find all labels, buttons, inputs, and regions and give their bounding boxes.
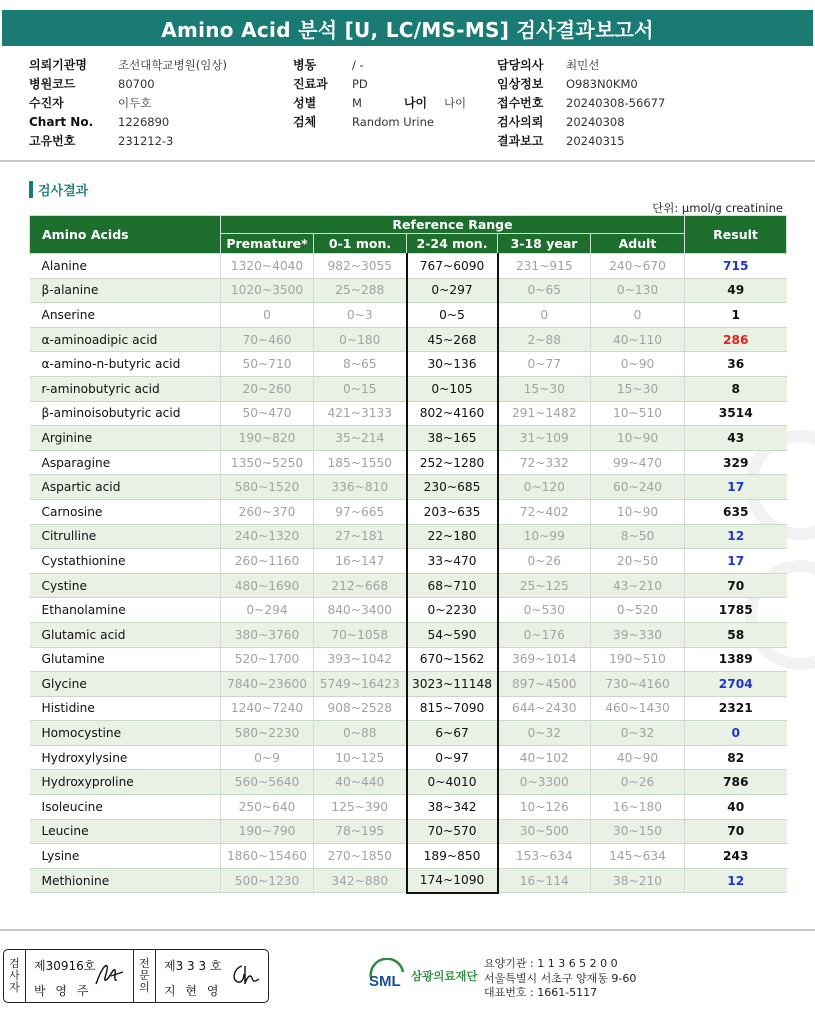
reference-range-cell: 0~15 (314, 376, 407, 401)
result-cell: 17 (685, 549, 787, 574)
info-label: 진료과 (293, 77, 328, 91)
sml-logo (367, 958, 478, 994)
reference-range-cell: 70~1058 (314, 622, 407, 647)
reference-range-cell: 0~65 (498, 278, 591, 303)
reference-range-cell: 10~90 (591, 426, 685, 451)
amino-acid-name: α-amino-n-butyric acid (30, 352, 221, 377)
reference-range-cell: 33~470 (407, 549, 498, 574)
inspector-name: 박 영 주 (34, 984, 92, 998)
result-cell: 715 (685, 254, 787, 279)
section-heading (29, 180, 88, 199)
table-row (30, 622, 787, 647)
amino-acid-name: Alanine (30, 254, 221, 279)
result-cell: 2321 (685, 696, 787, 721)
reference-range-cell: 40~90 (591, 745, 685, 770)
reference-range-cell: 0 (221, 303, 314, 328)
contact-line: 대표번호 : 1661-5117 (484, 986, 598, 999)
table-row (30, 745, 787, 770)
reference-range-cell: 43~210 (591, 573, 685, 598)
info-value: Random Urine (352, 114, 434, 129)
reference-range-cell: 22~180 (407, 524, 498, 549)
reference-range-cell: 560~5640 (221, 770, 314, 795)
reference-range-cell: 2~88 (498, 327, 591, 352)
reference-range-cell: 0~294 (221, 598, 314, 623)
result-cell: 1 (685, 303, 787, 328)
amino-acid-name: Lysine (30, 844, 221, 869)
amino-acid-name: Ethanolamine (30, 598, 221, 623)
amino-acid-name: Isoleucine (30, 795, 221, 820)
table-row (30, 770, 787, 795)
result-cell: 2704 (685, 672, 787, 697)
reference-range-cell: 1320~4040 (221, 254, 314, 279)
table-row (30, 721, 787, 746)
sml-logo-icon (367, 958, 407, 994)
result-cell: 3514 (685, 401, 787, 426)
info-label: 검체 (293, 115, 317, 129)
reference-range-cell: 0~88 (314, 721, 407, 746)
reference-range-cell: 897~4500 (498, 672, 591, 697)
reference-range-cell: 260~1160 (221, 549, 314, 574)
reference-range-cell: 174~1090 (407, 868, 498, 893)
header-adult: Adult (591, 234, 685, 254)
reference-range-cell: 38~165 (407, 426, 498, 451)
unit-label: 단위: μmol/g creatinine (652, 201, 783, 215)
reference-range-cell: 815~7090 (407, 696, 498, 721)
reference-range-cell: 60~240 (591, 475, 685, 500)
reference-range-cell: 50~470 (221, 401, 314, 426)
section-title: 검사결과 (38, 184, 89, 199)
reference-range-cell: 10~125 (314, 745, 407, 770)
reference-range-cell: 40~440 (314, 770, 407, 795)
reference-range-cell: 480~1690 (221, 573, 314, 598)
reference-range-cell: 252~1280 (407, 450, 498, 475)
info-column-doctor (497, 55, 665, 150)
contact-line: 서울특별시 서초구 양재동 9-60 (484, 971, 637, 985)
table-row (30, 450, 787, 475)
reference-range-cell: 72~402 (498, 499, 591, 524)
reference-range-cell: 10~126 (498, 795, 591, 820)
reference-range-cell: 1020~3500 (221, 278, 314, 303)
reference-range-cell: 20~260 (221, 376, 314, 401)
amino-acid-name: Methionine (30, 868, 221, 893)
result-cell: 12 (685, 524, 787, 549)
info-value: O983N0KM0 (566, 76, 638, 91)
reference-range-cell: 0~176 (498, 622, 591, 647)
reference-range-cell: 982~3055 (314, 254, 407, 279)
info-value: 최민선 (566, 57, 600, 72)
result-cell: 1389 (685, 647, 787, 672)
reference-range-cell: 30~136 (407, 352, 498, 377)
header-3-18-year: 3-18 year (498, 234, 591, 254)
reference-range-cell: 27~181 (314, 524, 407, 549)
age-value: 나이 (443, 95, 467, 110)
amino-acid-name: Hydroxyproline (30, 770, 221, 795)
table-row (30, 696, 787, 721)
result-cell: 1785 (685, 598, 787, 623)
reference-range-cell: 30~150 (591, 819, 685, 844)
info-column-ward (293, 55, 466, 131)
table-row (30, 672, 787, 697)
reference-range-cell: 15~30 (498, 376, 591, 401)
info-label: 결과보고 (497, 134, 544, 148)
table-row (30, 573, 787, 598)
info-label: 담당의사 (497, 58, 544, 72)
result-cell: 36 (685, 352, 787, 377)
reference-range-cell: 0~130 (591, 278, 685, 303)
reference-range-cell: 39~330 (591, 622, 685, 647)
info-label: 성별 (293, 96, 317, 110)
reference-range-cell: 38~342 (407, 795, 498, 820)
table-row (30, 475, 787, 500)
reference-range-cell: 802~4160 (407, 401, 498, 426)
reference-range-cell: 0~5 (407, 303, 498, 328)
reference-range-cell: 10~99 (498, 524, 591, 549)
info-label: Chart No. (29, 114, 94, 129)
reference-range-cell: 369~1014 (498, 647, 591, 672)
result-cell: 58 (685, 622, 787, 647)
reference-range-cell: 0~120 (498, 475, 591, 500)
reference-range-cell: 25~288 (314, 278, 407, 303)
reference-range-cell: 190~820 (221, 426, 314, 451)
amino-acid-name: β-alanine (30, 278, 221, 303)
contact-line: 요양기관 : 1 1 3 6 5 2 0 0 (484, 957, 618, 970)
info-value: M (352, 95, 362, 110)
reference-range-cell: 1350~5250 (221, 450, 314, 475)
reference-range-cell: 0~3 (314, 303, 407, 328)
reference-range-cell: 153~634 (498, 844, 591, 869)
table-row (30, 254, 787, 279)
inspector-number: 제30916호 (34, 959, 96, 973)
result-cell: 635 (685, 499, 787, 524)
reference-range-cell: 40~102 (498, 745, 591, 770)
reference-range-cell: 260~370 (221, 499, 314, 524)
footer-divider (0, 929, 815, 931)
reference-range-cell: 16~114 (498, 868, 591, 893)
reference-range-cell: 0~32 (498, 721, 591, 746)
specialist-block (156, 950, 268, 1002)
reference-range-cell: 644~2430 (498, 696, 591, 721)
info-value: 231212-3 (118, 133, 174, 148)
reference-range-cell: 730~4160 (591, 672, 685, 697)
amino-acid-name: β-aminoisobutyric acid (30, 401, 221, 426)
amino-acid-name: Histidine (30, 696, 221, 721)
reference-range-cell: 70~460 (221, 327, 314, 352)
reference-range-cell: 6~67 (407, 721, 498, 746)
reference-range-cell: 10~90 (591, 499, 685, 524)
amino-acid-name: Citrulline (30, 524, 221, 549)
reference-range-cell: 336~810 (314, 475, 407, 500)
reference-range-cell: 190~790 (221, 819, 314, 844)
reference-range-cell: 99~470 (591, 450, 685, 475)
table-row (30, 401, 787, 426)
result-cell: 70 (685, 819, 787, 844)
reference-range-cell: 1240~7240 (221, 696, 314, 721)
reference-range-cell: 189~850 (407, 844, 498, 869)
info-value: 이두호 (118, 95, 152, 110)
table-row (30, 819, 787, 844)
reference-range-cell: 0~530 (498, 598, 591, 623)
reference-range-cell: 45~268 (407, 327, 498, 352)
info-label: 접수번호 (497, 96, 544, 110)
reference-range-cell: 0~9 (221, 745, 314, 770)
reference-range-cell: 25~125 (498, 573, 591, 598)
table-row (30, 303, 787, 328)
reference-range-cell: 580~1520 (221, 475, 314, 500)
reference-range-cell: 0 (498, 303, 591, 328)
header-0-1-mon: 0-1 mon. (314, 234, 407, 254)
amino-acid-name: Leucine (30, 819, 221, 844)
result-cell: 17 (685, 475, 787, 500)
amino-acid-name: Glutamine (30, 647, 221, 672)
result-cell: 0 (685, 721, 787, 746)
result-cell: 49 (685, 278, 787, 303)
amino-acid-name: Cystine (30, 573, 221, 598)
contact-info (484, 957, 636, 1001)
reference-range-cell: 35~214 (314, 426, 407, 451)
reference-range-cell: 125~390 (314, 795, 407, 820)
reference-range-cell: 460~1430 (591, 696, 685, 721)
reference-range-cell: 203~635 (407, 499, 498, 524)
reference-range-cell: 72~332 (498, 450, 591, 475)
reference-range-cell: 291~1482 (498, 401, 591, 426)
info-value: PD (352, 76, 368, 91)
amino-acid-name: α-aminoadipic acid (30, 327, 221, 352)
table-row (30, 327, 787, 352)
table-row (30, 278, 787, 303)
amino-acid-name: Homocystine (30, 721, 221, 746)
header-amino-acids: Amino Acids (30, 216, 221, 254)
table-row (30, 376, 787, 401)
info-value: 20240315 (566, 133, 625, 148)
result-cell: 12 (685, 868, 787, 893)
reference-range-cell: 231~915 (498, 254, 591, 279)
reference-range-cell: 767~6090 (407, 254, 498, 279)
age-label: 나이 (403, 96, 428, 110)
result-cell: 8 (685, 376, 787, 401)
table-row (30, 598, 787, 623)
result-cell: 43 (685, 426, 787, 451)
info-value: 20240308-56677 (566, 95, 666, 110)
info-value: 조선대학교병원(임상) (118, 57, 227, 72)
amino-acid-name: Glycine (30, 672, 221, 697)
reference-range-cell: 8~50 (591, 524, 685, 549)
info-label: 임상정보 (497, 77, 544, 91)
table-row (30, 549, 787, 574)
reference-range-cell: 0~180 (314, 327, 407, 352)
specialist-vertical-label (134, 950, 156, 1002)
reference-range-cell: 145~634 (591, 844, 685, 869)
table-row (30, 426, 787, 451)
amino-acid-table (29, 215, 787, 894)
logo-mark: SML (369, 973, 401, 990)
reference-range-cell: 0 (591, 303, 685, 328)
reference-range-cell: 250~640 (221, 795, 314, 820)
vertical-label-text: 검 사 자 (9, 957, 20, 994)
amino-acid-name: Asparagine (30, 450, 221, 475)
reference-range-cell: 230~685 (407, 475, 498, 500)
reference-range-cell: 31~109 (498, 426, 591, 451)
info-value: 1226890 (118, 114, 170, 129)
reference-range-cell: 0~105 (407, 376, 498, 401)
inspector-signature (93, 960, 127, 990)
table-row (30, 352, 787, 377)
reference-range-cell: 270~1850 (314, 844, 407, 869)
specialist-name: 지 현 영 (164, 984, 222, 998)
info-label: 병원코드 (29, 77, 76, 91)
specialist-signature (228, 960, 262, 990)
info-column-patient (29, 55, 227, 150)
reference-range-cell: 0~297 (407, 278, 498, 303)
signature-box (3, 949, 269, 1003)
header-result: Result (685, 216, 787, 254)
reference-range-cell: 0~26 (591, 770, 685, 795)
reference-range-cell: 421~3133 (314, 401, 407, 426)
reference-range-cell: 0~520 (591, 598, 685, 623)
reference-range-cell: 10~510 (591, 401, 685, 426)
amino-acid-name: Glutamic acid (30, 622, 221, 647)
logo-text: 삼광의료재단 (411, 969, 478, 983)
reference-range-cell: 240~1320 (221, 524, 314, 549)
info-label: 수진자 (29, 96, 64, 110)
header-divider (0, 160, 815, 162)
header-premature: Premature* (221, 234, 314, 254)
amino-acid-name: Arginine (30, 426, 221, 451)
info-value: 20240308 (566, 114, 625, 129)
reference-range-cell: 97~665 (314, 499, 407, 524)
amino-table-body (30, 254, 787, 893)
reference-range-cell: 380~3760 (221, 622, 314, 647)
table-row (30, 524, 787, 549)
amino-acid-name: Carnosine (30, 499, 221, 524)
reference-range-cell: 190~510 (591, 647, 685, 672)
specialist-number: 제3 3 3 호 (164, 959, 222, 973)
result-cell: 70 (685, 573, 787, 598)
reference-range-cell: 16~147 (314, 549, 407, 574)
reference-range-cell: 40~110 (591, 327, 685, 352)
reference-range-cell: 908~2528 (314, 696, 407, 721)
amino-acid-name: r-aminobutyric acid (30, 376, 221, 401)
reference-range-cell: 20~50 (591, 549, 685, 574)
reference-range-cell: 500~1230 (221, 868, 314, 893)
table-row (30, 647, 787, 672)
info-label: 검사의뢰 (497, 115, 544, 129)
table-row (30, 499, 787, 524)
reference-range-cell: 840~3400 (314, 598, 407, 623)
info-value: 80700 (118, 76, 155, 91)
reference-range-cell: 1860~15460 (221, 844, 314, 869)
table-row (30, 844, 787, 869)
reference-range-cell: 15~30 (591, 376, 685, 401)
reference-range-cell: 16~180 (591, 795, 685, 820)
section-marker (29, 181, 33, 198)
reference-range-cell: 342~880 (314, 868, 407, 893)
vertical-label-text: 전 문 의 (139, 957, 150, 994)
reference-range-cell: 240~670 (591, 254, 685, 279)
reference-range-cell: 0~77 (498, 352, 591, 377)
reference-range-cell: 393~1042 (314, 647, 407, 672)
amino-acid-name: Aspartic acid (30, 475, 221, 500)
header-reference-range: Reference Range (221, 216, 685, 234)
result-cell: 243 (685, 844, 787, 869)
reference-range-cell: 0~3300 (498, 770, 591, 795)
reference-range-cell: 0~97 (407, 745, 498, 770)
report-title: Amino Acid 분석 [U, LC/MS-MS] 검사결과보고서 (2, 10, 813, 46)
reference-range-cell: 670~1562 (407, 647, 498, 672)
reference-range-cell: 0~90 (591, 352, 685, 377)
info-value: / - (352, 57, 364, 72)
info-label: 의뢰기관명 (29, 58, 87, 72)
info-label: 병동 (293, 58, 317, 72)
reference-range-cell: 54~590 (407, 622, 498, 647)
header-2-24-mon: 2-24 mon. (407, 234, 498, 254)
amino-acid-name: Cystathionine (30, 549, 221, 574)
reference-range-cell: 3023~11148 (407, 672, 498, 697)
reference-range-cell: 0~2230 (407, 598, 498, 623)
inspector-block (26, 950, 134, 1002)
result-cell: 40 (685, 795, 787, 820)
reference-range-cell: 0~4010 (407, 770, 498, 795)
reference-range-cell: 0~26 (498, 549, 591, 574)
table-row (30, 795, 787, 820)
reference-range-cell: 68~710 (407, 573, 498, 598)
reference-range-cell: 520~1700 (221, 647, 314, 672)
reference-range-cell: 50~710 (221, 352, 314, 377)
reference-range-cell: 212~668 (314, 573, 407, 598)
result-cell: 286 (685, 327, 787, 352)
result-cell: 82 (685, 745, 787, 770)
result-cell: 786 (685, 770, 787, 795)
amino-acid-name: Anserine (30, 303, 221, 328)
reference-range-cell: 5749~16423 (314, 672, 407, 697)
reference-range-cell: 30~500 (498, 819, 591, 844)
reference-range-cell: 8~65 (314, 352, 407, 377)
reference-range-cell: 580~2230 (221, 721, 314, 746)
inspector-vertical-label (4, 950, 26, 1002)
info-label: 고유번호 (29, 134, 76, 148)
reference-range-cell: 185~1550 (314, 450, 407, 475)
reference-range-cell: 0~32 (591, 721, 685, 746)
result-cell: 329 (685, 450, 787, 475)
amino-acid-name: Hydroxylysine (30, 745, 221, 770)
reference-range-cell: 78~195 (314, 819, 407, 844)
reference-range-cell: 7840~23600 (221, 672, 314, 697)
reference-range-cell: 38~210 (591, 868, 685, 893)
reference-range-cell: 70~570 (407, 819, 498, 844)
table-row (30, 868, 787, 893)
